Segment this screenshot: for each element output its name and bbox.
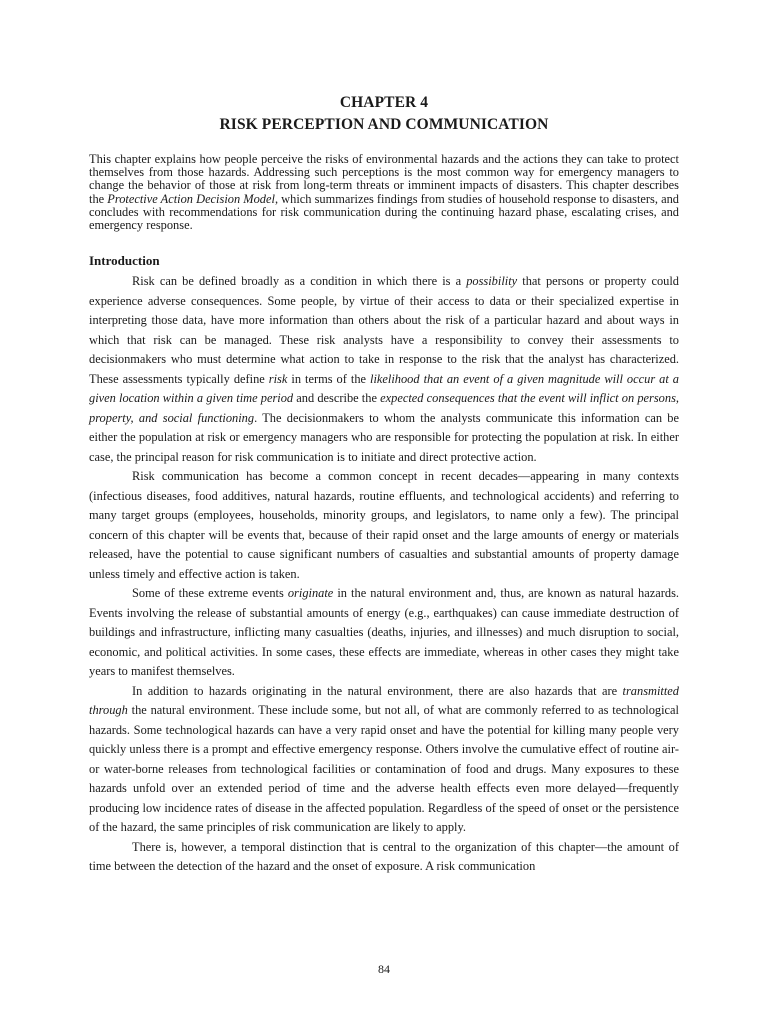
paragraph-text: that persons or property could experience adverse consequences. Some people, by virtue of their access to data or their specialized expertise in interpreting those data, have more information than others about the risk of a particular hazard and about ways in which that risk can be managed. These risk analysts have a responsibility to convey their assessments to decisionmakers who must determine what action to take in response to the risk that the analyst has characterized. These assessments typically define (89, 274, 679, 386)
page-content (89, 92, 679, 877)
paragraph (89, 682, 679, 838)
italic-term: expected consequences that the event will inflict on persons, property, and social functioning (89, 391, 679, 425)
abstract-italic-term: Protective Action Decision Model (107, 191, 275, 206)
chapter-abstract (89, 153, 679, 232)
paragraph-text: In addition to hazards originating in the natural environment, there are also hazards that are (132, 683, 623, 698)
paragraph-text: and describe the (293, 391, 381, 406)
italic-term: transmitted through (89, 683, 679, 718)
paragraph-text: the natural environment. These include some, but not all, of what are commonly referred to as technological hazards. Some technological hazards can have a very rapid onset and have the potential for killing many people very quickly unless there is a prompt and effective emergency response. Others involve the cumulative effect of routine air- or water-borne releases from technological facilities or contamination of food and drugs. Many exposures to these hazards unfold over an extended period of time and the adverse health effects even more delayed—frequently producing low incidence rates of disease in the affected population. Regardless of the speed of onset or the persistence of the hazard, the same principles of risk communication are likely to apply. (89, 703, 679, 835)
chapter-number: CHAPTER 4 (339, 94, 429, 111)
paragraph-text: . The decisionmakers to whom the analysts communicate this information can be either the population at risk or emergency managers who are responsible for protecting the population at risk. In either case, the principal reason for risk communication is to initiate and direct protective action. (89, 410, 679, 464)
paragraph (89, 584, 679, 682)
paragraph: There is, however, a temporal distinction that is central to the organization of this chapter—the amount of time between the detection of the hazard and the onset of exposure. A risk communication (89, 839, 679, 874)
paragraph-text: in terms of the (287, 371, 371, 386)
paragraph: Risk communication has become a common concept in recent decades—appearing in many contexts (infectious diseases, food additives, natural hazards, routine effluents, and technological accidents) and referring to many target groups (employees, households, minority groups, and legislators, to name only a few). The principal concern of this chapter will be events that, because of their rapid onset and the large amounts of energy or materials released, have the potential to cause significant numbers of casualties and substantial amounts of property damage unless timely and effective action is taken. (89, 469, 679, 581)
section-heading: Introduction (89, 253, 160, 269)
abstract-text: , which summarizes findings from studies of household response to disasters, and concludes with recommendations for risk communication during the continuing hazard phase, escalating crises, and emergency response. (89, 191, 679, 233)
chapter-title: RISK PERCEPTION AND COMMUNICATION (219, 116, 549, 133)
paragraph-text: Risk can be defined broadly as a condition in which there is a (132, 274, 467, 289)
abstract-text: This chapter explains how people perceive the risks of environmental hazards and the actions they can take to protect themselves from those hazards. Addressing such perceptions is the most common way for emergency managers to change the behavior of those at risk from long-term threats or imminent impacts of disasters. This chapter describes the (89, 152, 679, 206)
italic-term: likelihood that an event of a given magnitude will occur at a given location within a given time period (89, 371, 679, 406)
page-number: 84 (378, 962, 390, 976)
paragraph (89, 272, 679, 467)
body-text (89, 272, 679, 877)
paragraph-text: Some of these extreme events (132, 586, 288, 601)
italic-term: possibility (466, 274, 518, 289)
italic-term: risk (268, 371, 288, 386)
italic-term: originate (287, 586, 334, 601)
paragraph-text: in the natural environment and, thus, are known as natural hazards. Events involving the release of substantial amounts of energy (e.g., earthquakes) can cause immediate destruction of buildings and infrastructure, inflicting many casualties (deaths, injuries, and illnesses) and much disruption to social, economic, and political activities. In some cases, these effects are immediate, whereas in other cases they might take years to manifest themselves. (89, 586, 679, 679)
